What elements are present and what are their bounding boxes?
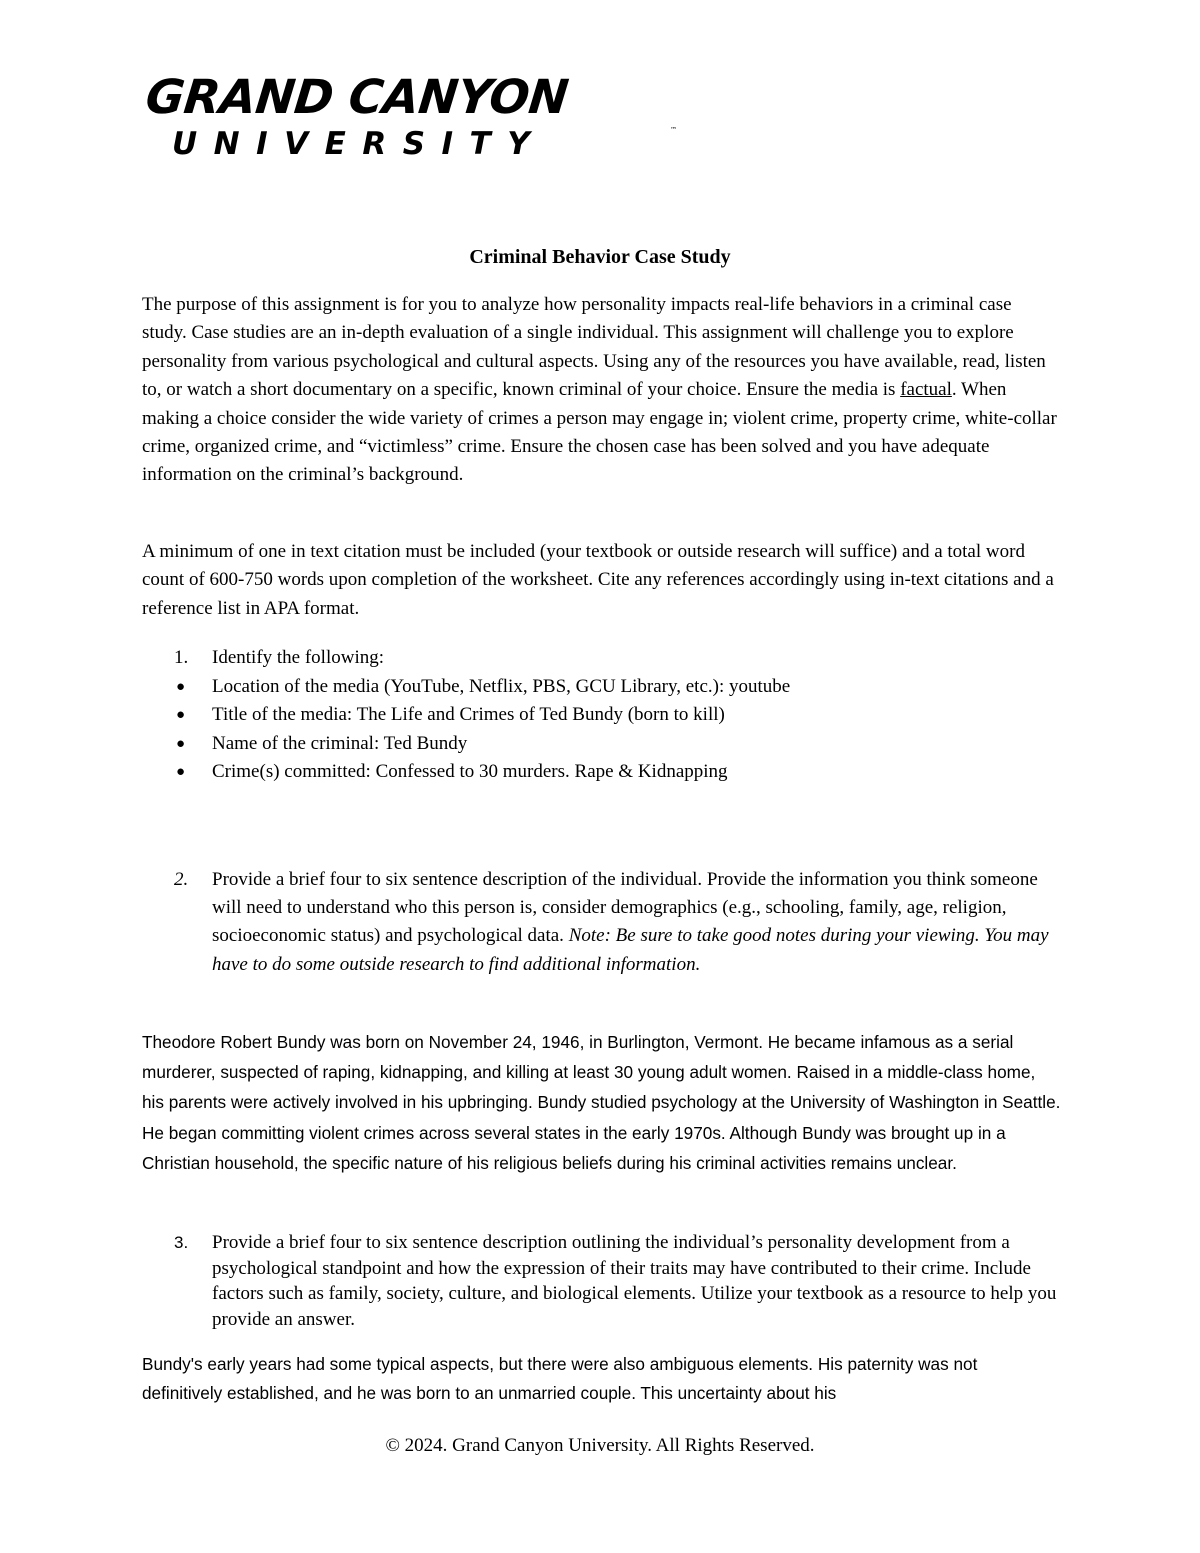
list-item xyxy=(142,673,1060,702)
question-1-number: 1. xyxy=(174,647,189,668)
media-title-item: Title of the media: The Life and Crimes of Ted Bundy (born to kill) xyxy=(212,704,725,726)
list-item xyxy=(142,730,1060,759)
question-3-text: Provide a brief four to six sentence description outlining the individual’s personality development from a psychological standpoint and how the expression of their traits may have contributed to their crime. Include factors such as family, society, culture, and biological elements. Utilize your textbook as a resource to help you provide an answer. xyxy=(212,1232,1057,1330)
bullet-icon: ● xyxy=(176,735,186,752)
question-3-number: 3. xyxy=(174,1233,189,1252)
crimes-committed-item: Crime(s) committed: Confessed to 30 murders. Rape & Kidnapping xyxy=(212,761,728,783)
document-title: Criminal Behavior Case Study xyxy=(469,246,731,268)
question-2-prompt: Provide a brief four to six sentence description of the individual. Provide the information you think someone will need to understand who this person is, consider demographics (e.g., schooling, family, age, religion, socioeconomic status) and psychological data. xyxy=(212,869,1038,947)
university-logo xyxy=(143,70,677,172)
question-3 xyxy=(142,1230,1062,1332)
question-1-text: Identify the following: xyxy=(212,647,385,668)
intro-text-end: . When making a choice consider the wide variety of crimes a person may engage in; violent crime, property crime, white-collar crime, organized crime, and “victimless” crime. Ensure the chosen case has been solved and you have adequate information on the criminal’s background. xyxy=(142,379,1057,486)
intro-paragraph xyxy=(142,291,1060,490)
bullet-icon: ● xyxy=(176,764,186,781)
question-2-note: Note: Be sure to take good notes during your viewing. You may have to do some outside research to find additional information. xyxy=(212,925,1049,975)
question-1-list xyxy=(142,644,1060,787)
list-item xyxy=(142,701,1060,730)
question-2-number: 2. xyxy=(174,869,189,890)
list-item xyxy=(142,758,1060,787)
answer-2-paragraph: Theodore Robert Bundy was born on November 24, 1946, in Burlington, Vermont. He became infamous as a serial murderer, suspected of raping, kidnapping, and killing at least 30 young adult women. Raised in a middle-class home, his parents were actively involved in his upbringing. Bundy studied psychology at the University of Washington in Seattle. He began committing violent crimes across several states in the early 1970s. Although Bundy was brought up in a Christian household, the specific nature of his religious beliefs during his criminal activities remains unclear. xyxy=(142,1032,1061,1173)
logo-trademark: ™ xyxy=(670,126,677,134)
requirements-paragraph: A minimum of one in text citation must be included (your textbook or outside research will suffice) and a total word count of 600-750 words upon completion of the worksheet. Cite any references accordingly using in-text citations and a reference list in APA format. xyxy=(142,541,1054,619)
logo-line-grand-canyon: GRAND CANYON xyxy=(143,70,571,125)
media-location-item: Location of the media (YouTube, Netflix, PBS, GCU Library, etc.): youtube xyxy=(212,675,791,697)
question-1-prompt xyxy=(142,644,1060,673)
intro-text-start: The purpose of this assignment is for you to analyze how personality impacts real-life behaviors in a criminal case study. Case studies are an in-depth evaluation of a single individual. This assignment will challenge you to explore personality from various psychological and cultural aspects. Using any of the resources you have available, read, listen to, or watch a short documentary on a specific, known criminal of your choice. Ensure the media is xyxy=(142,294,1046,401)
bullet-icon: ● xyxy=(176,707,186,724)
logo-line-university: UNIVERSITY xyxy=(172,126,547,162)
criminal-name-item: Name of the criminal: Ted Bundy xyxy=(212,732,468,754)
question-2 xyxy=(142,866,1062,979)
copyright-footer: © 2024. Grand Canyon University. All Rights Reserved. xyxy=(385,1435,815,1456)
bullet-icon: ● xyxy=(176,678,186,695)
factual-underlined-word: factual xyxy=(900,379,952,401)
answer-3-paragraph: Bundy's early years had some typical aspects, but there were also ambiguous elements. His paternity was not definitively established, and he was born to an unmarried couple. This uncertainty about his xyxy=(142,1354,978,1403)
question-2-text xyxy=(212,866,1062,979)
